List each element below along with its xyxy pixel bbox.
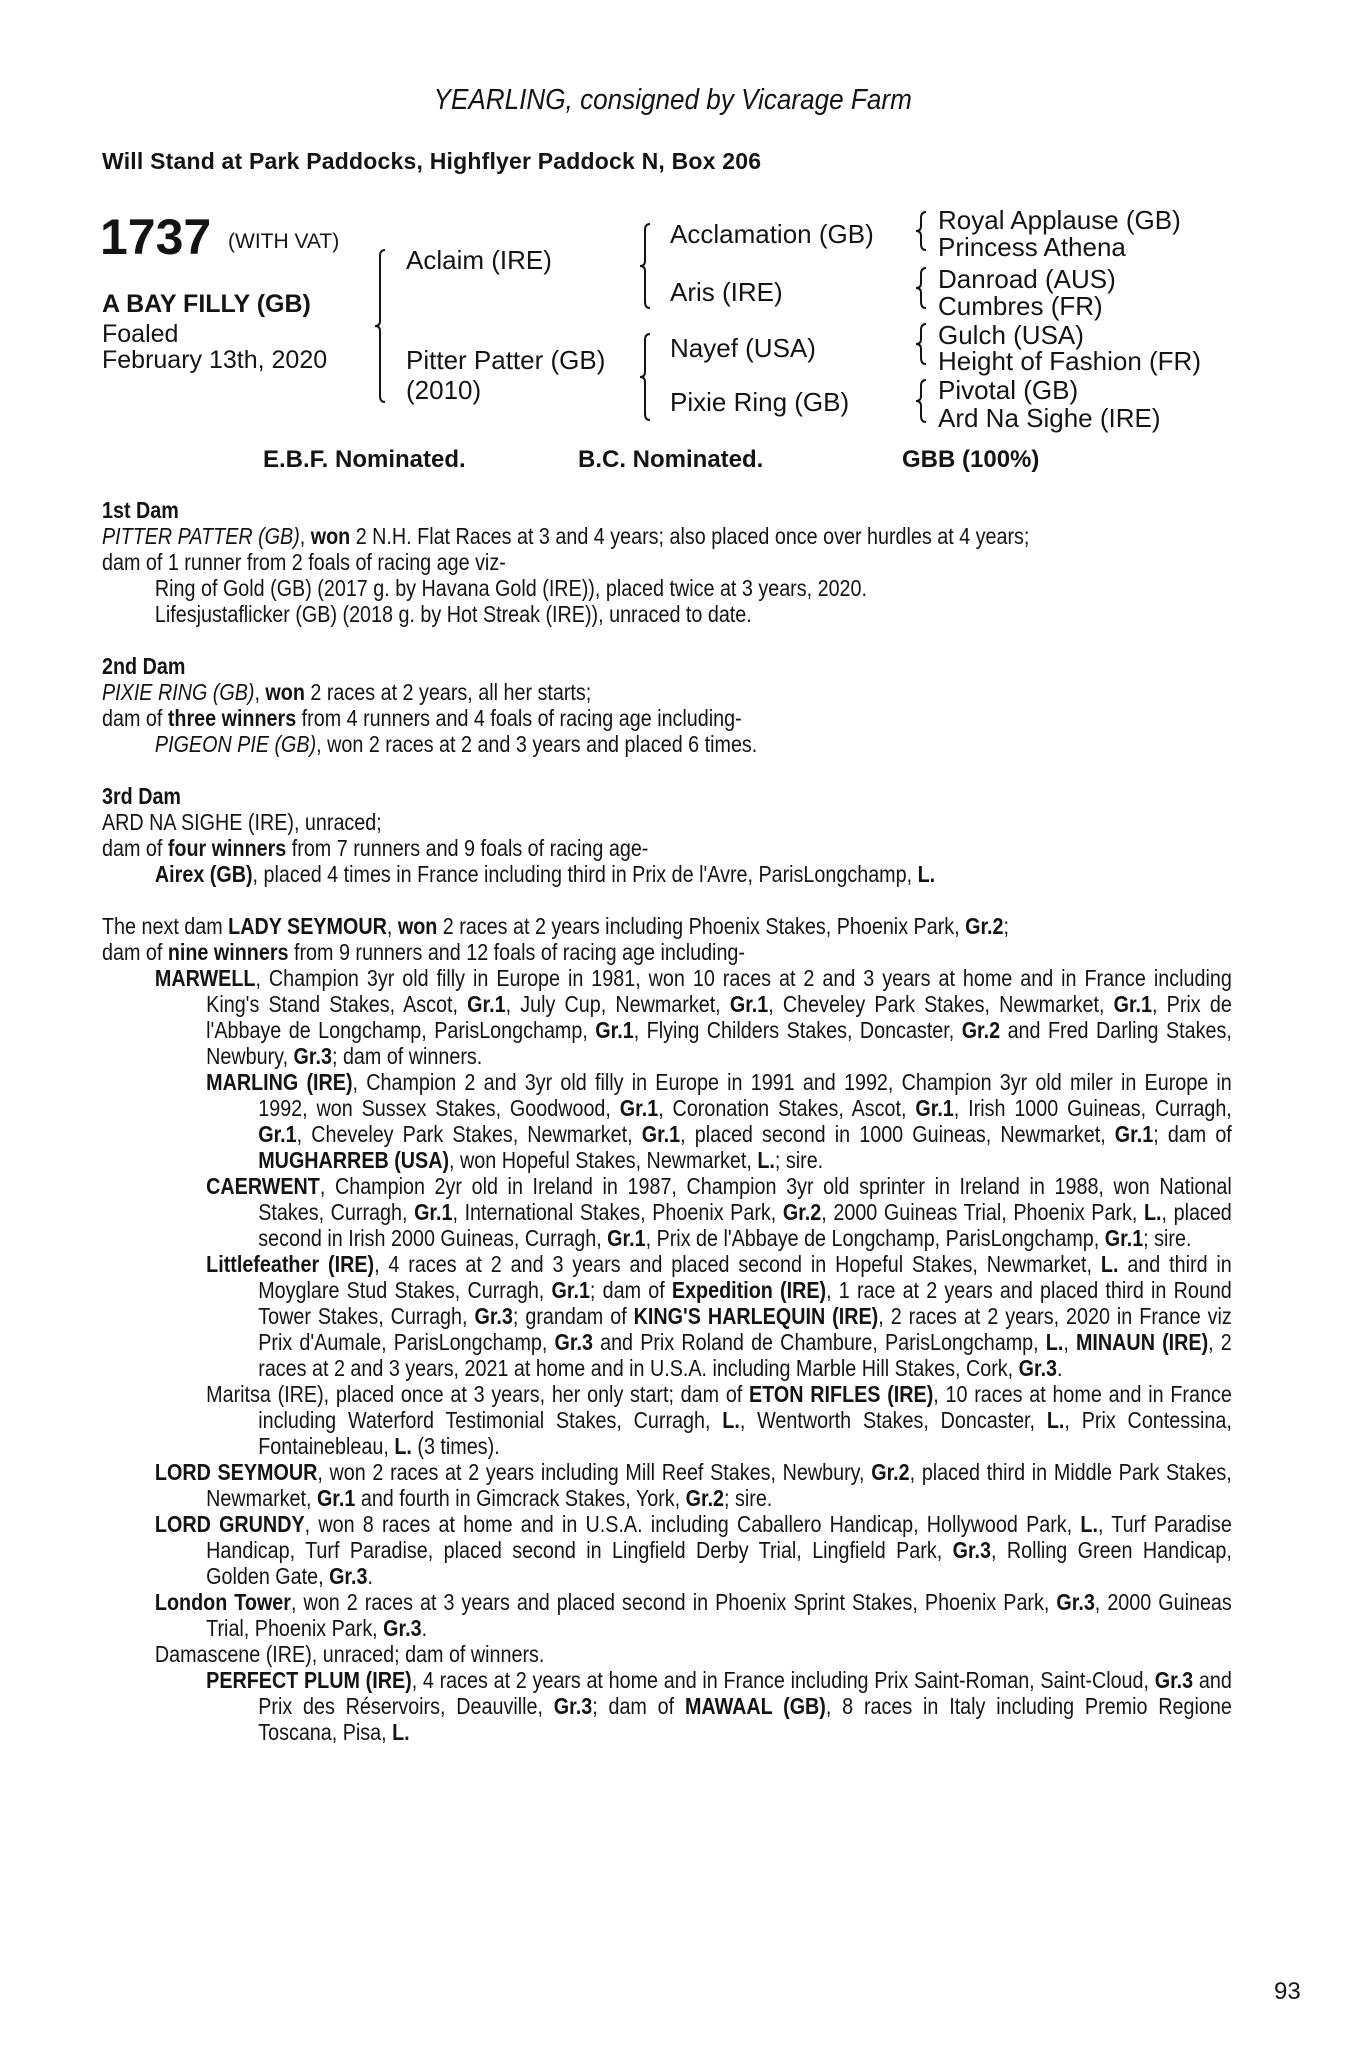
text: ; grandam of bbox=[512, 1303, 634, 1329]
produce-record bbox=[102, 861, 1232, 887]
text: and Prix Roland de Chambure, ParisLongchamp, bbox=[592, 1329, 1046, 1355]
text: , bbox=[1063, 1329, 1076, 1355]
section-heading: 3rd Dam bbox=[102, 783, 181, 809]
produce-record bbox=[102, 731, 1232, 757]
text: 2 races at 2 years, all her starts; bbox=[304, 679, 592, 705]
text: , placed 4 times in France including third in Prix de l'Avre, ParisLongchamp, bbox=[252, 861, 918, 887]
bold-text: Gr.1 bbox=[595, 1017, 634, 1043]
dam-section bbox=[102, 497, 1232, 627]
foaled-date: February 13th, 2020 bbox=[102, 346, 328, 374]
text: from 7 runners and 9 foals of racing age- bbox=[286, 835, 649, 861]
text: dam of bbox=[102, 835, 168, 861]
produce-record bbox=[102, 1589, 1232, 1641]
bold-text: PERFECT PLUM (IRE) bbox=[206, 1667, 412, 1693]
bold-text: L. bbox=[1046, 1407, 1065, 1433]
produce-record bbox=[102, 549, 1232, 575]
bold-text: MARWELL bbox=[154, 965, 256, 991]
catalogue-body bbox=[102, 497, 1232, 1771]
text: ; dam of winners. bbox=[331, 1043, 483, 1069]
produce-record bbox=[102, 523, 1232, 549]
bold-text: Gr.1 bbox=[258, 1121, 297, 1147]
text: ; sire. bbox=[1143, 1225, 1192, 1251]
dam-section bbox=[102, 653, 1232, 757]
bold-text: Littlefeather (IRE) bbox=[206, 1251, 375, 1277]
bold-text: CAERWENT bbox=[206, 1173, 320, 1199]
bold-text: Gr.1 bbox=[915, 1095, 954, 1121]
bold-text: Gr.3 bbox=[1018, 1355, 1058, 1381]
bold-text: Gr.2 bbox=[961, 1017, 1001, 1043]
text: , 2000 Guineas Trial, Phoenix Park, bbox=[206, 1589, 1232, 1641]
text: 2 races at 2 years including Phoenix Stakes, Phoenix Park, bbox=[437, 913, 966, 939]
text: , placed third in Middle Park Stakes, Newmarket, bbox=[206, 1459, 1232, 1511]
ancestor: Cumbres (FR) bbox=[938, 291, 1103, 321]
page-number: 93 bbox=[1274, 1978, 1301, 2005]
bold-text: London Tower bbox=[154, 1589, 291, 1615]
bold-text: Gr.1 bbox=[1104, 1225, 1144, 1251]
bold-text: MUGHARREB (USA) bbox=[258, 1147, 450, 1173]
bold-text: L. bbox=[917, 861, 936, 887]
text: , Rolling Green Handicap, Golden Gate, bbox=[206, 1537, 1232, 1589]
bold-text: Gr.3 bbox=[1056, 1589, 1095, 1615]
text: , Champion 3yr old filly in Europe in 1981, won 10 races at 2 and 3 years at home and in France including King's Stand Stakes, Ascot, bbox=[206, 965, 1232, 1017]
bold-text: Gr.2 bbox=[871, 1459, 910, 1485]
ancestor: Gulch (USA) bbox=[938, 320, 1084, 350]
bold-text: Gr.1 bbox=[729, 991, 769, 1017]
dam-section bbox=[102, 913, 1232, 1745]
ancestor: Princess Athena bbox=[938, 232, 1126, 262]
bold-text: Gr.3 bbox=[952, 1537, 992, 1563]
brace-icon bbox=[916, 380, 930, 422]
bold-text: L. bbox=[1045, 1329, 1064, 1355]
text: Maritsa (IRE), placed once at 3 years, her only start; dam of bbox=[206, 1381, 750, 1407]
text: , 8 races in Italy including Premio Regione Toscana, Pisa, bbox=[258, 1693, 1232, 1745]
bold-text: L. bbox=[722, 1407, 740, 1433]
text: , Prix Contessina, Fontainebleau, bbox=[258, 1407, 1232, 1459]
ancestor: Pivotal (GB) bbox=[938, 375, 1079, 405]
brace-icon bbox=[375, 250, 389, 402]
bold-text: Gr.2 bbox=[782, 1199, 822, 1225]
ebf-nomination: E.B.F. Nominated. bbox=[263, 446, 466, 473]
bold-text: L. bbox=[1080, 1511, 1098, 1537]
horse-name: A BAY FILLY (GB) bbox=[102, 290, 311, 318]
bold-text: three winners bbox=[167, 705, 297, 731]
text: Damascene (IRE), unraced; dam of winners. bbox=[154, 1641, 545, 1667]
ancestor: Danroad (AUS) bbox=[938, 264, 1116, 294]
text: 2 N.H. Flat Races at 3 and 4 years; also placed once over hurdles at 4 years; bbox=[350, 523, 1030, 549]
text: , Turf Paradise Handicap, Turf Paradise, placed second in Lingfield Derby Trial, Lingfield Park, bbox=[206, 1511, 1232, 1563]
produce-record bbox=[102, 939, 1232, 965]
produce-record bbox=[102, 1251, 1232, 1381]
bold-text: LORD SEYMOUR bbox=[154, 1459, 318, 1485]
text: ; dam of bbox=[1153, 1121, 1232, 1147]
dam-sire: Nayef (USA) bbox=[670, 333, 816, 363]
text: (3 times). bbox=[411, 1433, 500, 1459]
text: , International Stakes, Phoenix Park, bbox=[452, 1199, 783, 1225]
brace-icon bbox=[640, 334, 654, 420]
text: , 2000 Guineas Trial, Phoenix Park, bbox=[821, 1199, 1144, 1225]
text: , won 2 races at 2 and 3 years and placed 6 times. bbox=[316, 731, 758, 757]
text: dam of bbox=[102, 939, 168, 965]
brace-icon bbox=[916, 324, 930, 364]
bold-text: Airex (GB) bbox=[154, 861, 253, 887]
stand-location: Will Stand at Park Paddocks, Highflyer Paddock N, Box 206 bbox=[102, 148, 762, 174]
text: ; sire. bbox=[724, 1485, 773, 1511]
text: , Cheveley Park Stakes, Newmarket, bbox=[768, 991, 1114, 1017]
produce-record bbox=[102, 835, 1232, 861]
bold-text: L. bbox=[757, 1147, 775, 1173]
page-title bbox=[0, 84, 1346, 117]
ancestor: Height of Fashion (FR) bbox=[938, 346, 1201, 376]
text: and third in Moyglare Stud Stakes, Curragh, bbox=[258, 1251, 1232, 1303]
text: , Champion 2 and 3yr old filly in Europe in 1991 and 1992, Champion 3yr old miler in Europe in 1992, won Sussex Stakes, Goodwood, bbox=[258, 1069, 1232, 1121]
bold-text: Gr.1 bbox=[1113, 991, 1153, 1017]
title-text: YEARLING, consigned by Vicarage Farm bbox=[433, 84, 913, 116]
bold-text: Gr.1 bbox=[414, 1199, 453, 1225]
produce-record bbox=[102, 965, 1232, 1069]
bold-text: Gr.1 bbox=[1114, 1121, 1154, 1147]
produce-record bbox=[102, 679, 1232, 705]
bold-text: Gr.1 bbox=[316, 1485, 356, 1511]
bold-text: Gr.2 bbox=[685, 1485, 725, 1511]
italic-text: PIGEON PIE (GB) bbox=[154, 731, 317, 757]
text: , Wentworth Stakes, Doncaster, bbox=[739, 1407, 1047, 1433]
bc-nomination: B.C. Nominated. bbox=[578, 446, 764, 473]
sire-sire: Acclamation (GB) bbox=[670, 219, 874, 249]
bold-text: Gr.3 bbox=[329, 1563, 368, 1589]
text: , won 2 races at 2 years including Mill Reef Stakes, Newbury, bbox=[317, 1459, 872, 1485]
bold-text: L. bbox=[1143, 1199, 1162, 1225]
bold-text: KING'S HARLEQUIN (IRE) bbox=[633, 1303, 879, 1329]
text: , bbox=[386, 913, 398, 939]
text: , won 2 races at 3 years and placed second in Phoenix Sprint Stakes, Phoenix Park, bbox=[290, 1589, 1057, 1615]
bold-text: Gr.3 bbox=[554, 1329, 593, 1355]
dam: Pitter Patter (GB) bbox=[406, 345, 606, 375]
text: , Prix de l'Abbaye de Longchamp, ParisLongchamp, bbox=[645, 1225, 1105, 1251]
bold-text: won bbox=[265, 679, 305, 705]
bold-text: Gr.3 bbox=[293, 1043, 332, 1069]
produce-record bbox=[102, 705, 1232, 731]
bold-text: Gr.3 bbox=[383, 1615, 422, 1641]
text: dam of 1 runner from 2 foals of racing age viz- bbox=[102, 549, 506, 575]
produce-record bbox=[102, 913, 1232, 939]
produce-record bbox=[102, 601, 1232, 627]
bold-text: L. bbox=[1100, 1251, 1119, 1277]
bold-text: won bbox=[310, 523, 351, 549]
text: and fourth in Gimcrack Stakes, York, bbox=[355, 1485, 686, 1511]
bold-text: MINAUN (IRE) bbox=[1075, 1329, 1209, 1355]
dam-year: (2010) bbox=[406, 375, 482, 405]
text: , 4 races at 2 years at home and in France including Prix Saint-Roman, Saint-Cloud, bbox=[411, 1667, 1155, 1693]
text: Ring of Gold (GB) (2017 g. by Havana Gold (IRE)), placed twice at 3 years, 2020. bbox=[154, 575, 868, 601]
brace-icon bbox=[640, 224, 654, 308]
bold-text: L. bbox=[392, 1719, 410, 1745]
text: , Champion 2yr old in Ireland in 1987, Champion 3yr old sprinter in Ireland in 1988, won National Stakes, Curragh, bbox=[258, 1173, 1232, 1225]
text: ; bbox=[1003, 913, 1010, 939]
text: , placed second in 1000 Guineas, Newmarket, bbox=[680, 1121, 1115, 1147]
text: . bbox=[421, 1615, 428, 1641]
bold-text: Gr.3 bbox=[553, 1693, 593, 1719]
section-heading: 1st Dam bbox=[102, 497, 179, 523]
sire-dam: Aris (IRE) bbox=[670, 277, 783, 307]
text: The next dam bbox=[102, 913, 229, 939]
text: dam of bbox=[102, 705, 168, 731]
text: , bbox=[299, 523, 311, 549]
gbb-rating: GBB (100%) bbox=[902, 446, 1040, 473]
bold-text: Gr.1 bbox=[619, 1095, 659, 1121]
bold-text: Gr.3 bbox=[1154, 1667, 1194, 1693]
text: and Fred Darling Stakes, Newbury, bbox=[206, 1017, 1232, 1069]
bold-text: Gr.1 bbox=[467, 991, 506, 1017]
produce-record bbox=[102, 1381, 1232, 1459]
produce-record bbox=[102, 1667, 1232, 1745]
text: . bbox=[1057, 1355, 1063, 1381]
bold-text: Gr.2 bbox=[965, 913, 1004, 939]
bold-text: MAWAAL (GB) bbox=[684, 1693, 826, 1719]
bold-text: ETON RIFLES (IRE) bbox=[749, 1381, 934, 1407]
produce-record bbox=[102, 1069, 1232, 1173]
ancestor: Ard Na Sighe (IRE) bbox=[938, 403, 1161, 433]
produce-record bbox=[102, 1173, 1232, 1251]
text: , bbox=[254, 679, 266, 705]
text: , Prix de l'Abbaye de Longchamp, ParisLongchamp, bbox=[206, 991, 1232, 1043]
text: , 4 races at 2 and 3 years and placed second in Hopeful Stakes, Newmarket, bbox=[374, 1251, 1101, 1277]
text: , placed second in Irish 2000 Guineas, Curragh, bbox=[258, 1199, 1232, 1251]
dam-dam: Pixie Ring (GB) bbox=[670, 387, 850, 417]
bold-text: Gr.1 bbox=[551, 1277, 590, 1303]
bold-text: Gr.3 bbox=[474, 1303, 513, 1329]
bold-text: Gr.1 bbox=[607, 1225, 646, 1251]
produce-record bbox=[102, 1459, 1232, 1511]
text: ; sire. bbox=[774, 1147, 824, 1173]
brace-icon bbox=[916, 212, 930, 250]
produce-record bbox=[102, 809, 1232, 835]
text: , Flying Childers Stakes, Doncaster, bbox=[633, 1017, 962, 1043]
text: , 10 races at home and in France including Waterford Testimonial Stakes, Curragh, bbox=[258, 1381, 1232, 1433]
bold-text: nine winners bbox=[167, 939, 289, 965]
text: Lifesjustaflicker (GB) (2018 g. by Hot Streak (IRE)), unraced to date. bbox=[154, 601, 752, 627]
italic-text: PIXIE RING (GB) bbox=[102, 679, 255, 705]
bold-text: won bbox=[397, 913, 438, 939]
text: , Cheveley Park Stakes, Newmarket, bbox=[296, 1121, 642, 1147]
lot-number: 1737 bbox=[100, 209, 212, 265]
text: , 2 races at 2 years, 2020 in France viz Prix d'Aumale, ParisLongchamp, bbox=[258, 1303, 1232, 1355]
text: from 4 runners and 4 foals of racing age including- bbox=[296, 705, 742, 731]
text: ; dam of bbox=[592, 1693, 685, 1719]
produce-record bbox=[102, 575, 1232, 601]
text: . bbox=[367, 1563, 373, 1589]
produce-record bbox=[102, 1511, 1232, 1589]
text: , July Cup, Newmarket, bbox=[505, 991, 730, 1017]
bold-text: L. bbox=[394, 1433, 412, 1459]
text: , won 8 races at home and in U.S.A. including Caballero Handicap, Hollywood Park, bbox=[304, 1511, 1081, 1537]
brace-icon bbox=[916, 268, 930, 308]
text: and Prix des Réservoirs, Deauville, bbox=[258, 1667, 1232, 1719]
text: , 2 races at 2 and 3 years, 2021 at home and in U.S.A. including Marble Hill Stakes, Cork, bbox=[258, 1329, 1232, 1381]
dam-section bbox=[102, 783, 1232, 887]
text: , won Hopeful Stakes, Newmarket, bbox=[449, 1147, 758, 1173]
ancestor: Royal Applause (GB) bbox=[938, 205, 1181, 235]
text: , 1 race at 2 years and placed third in Round Tower Stakes, Curragh, bbox=[258, 1277, 1232, 1329]
bold-text: Expedition (IRE) bbox=[671, 1277, 827, 1303]
text: ; dam of bbox=[589, 1277, 672, 1303]
bold-text: MARLING (IRE) bbox=[206, 1069, 353, 1095]
bold-text: LADY SEYMOUR bbox=[228, 913, 387, 939]
section-heading: 2nd Dam bbox=[102, 653, 186, 679]
text: , Coronation Stakes, Ascot, bbox=[658, 1095, 916, 1121]
produce-record bbox=[102, 1641, 1232, 1667]
bold-text: four winners bbox=[167, 835, 287, 861]
foaled-label: Foaled bbox=[102, 320, 179, 348]
text: ARD NA SIGHE (IRE), unraced; bbox=[102, 809, 382, 835]
text: from 9 runners and 12 foals of racing age including- bbox=[288, 939, 745, 965]
text: , Irish 1000 Guineas, Curragh, bbox=[953, 1095, 1232, 1121]
sire: Aclaim (IRE) bbox=[406, 245, 552, 275]
bold-text: LORD GRUNDY bbox=[154, 1511, 305, 1537]
italic-text: PITTER PATTER (GB) bbox=[102, 523, 300, 549]
bold-text: Gr.1 bbox=[641, 1121, 681, 1147]
vat-note: (WITH VAT) bbox=[228, 230, 340, 253]
